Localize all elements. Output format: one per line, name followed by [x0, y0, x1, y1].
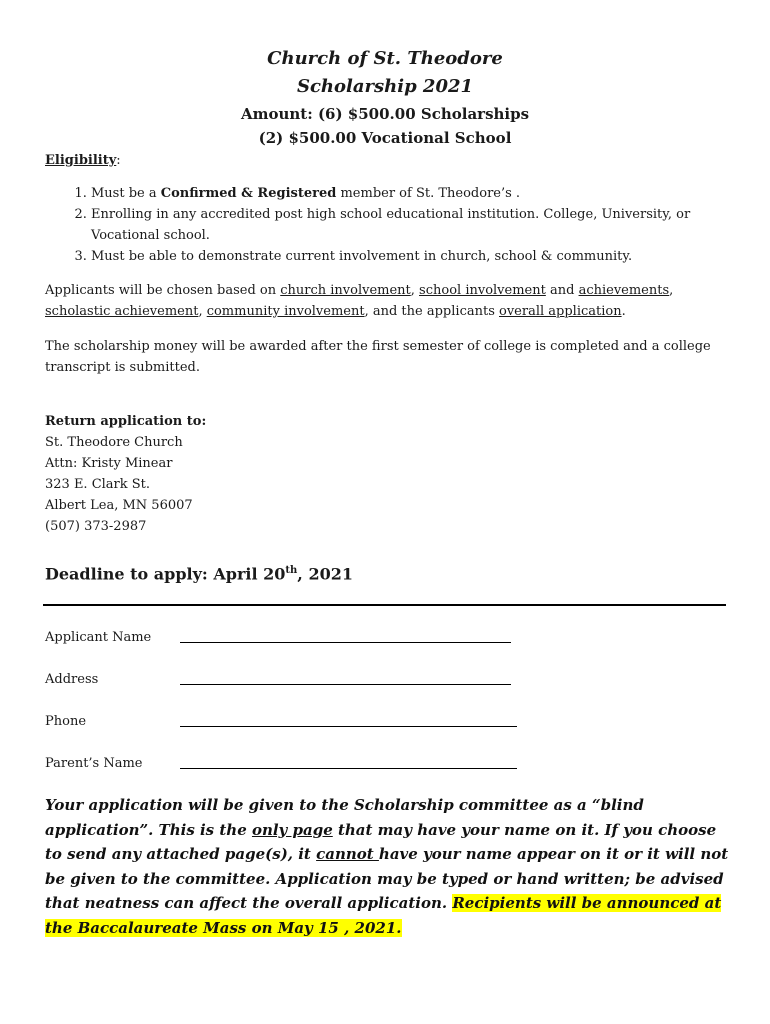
- document-subtitle: Scholarship 2021: [296, 76, 474, 97]
- address-line: St. Theodore Church: [45, 435, 183, 450]
- parent-name-label: Parent’s Name: [45, 756, 143, 771]
- item-emphasis: Confirmed & Registered: [160, 186, 337, 201]
- phone-number: (507) 373-2987: [45, 519, 147, 534]
- vocational-amount: (2) $500.00 Vocational School: [258, 129, 512, 147]
- notice-emphasis: cannot: [316, 845, 379, 864]
- item-text: Must be a: [91, 186, 161, 201]
- criterion: scholastic achievement: [45, 304, 199, 319]
- address-line: Albert Lea, MN 56007: [45, 498, 193, 513]
- deadline-year: , 2021: [297, 564, 353, 584]
- eligibility-label: Eligibility: [45, 153, 117, 168]
- criterion: school involvement: [419, 283, 546, 298]
- award-note-paragraph: The scholarship money will be awarded after the first semester of college is completed and a college transcript is submitted.: [45, 339, 711, 375]
- text: Applicants will be chosen based on: [45, 283, 281, 298]
- notice-text: that may have your name on it. If you choose to send any attached page(s), it: [45, 820, 717, 864]
- address-line: Attn: Kristy Minear: [45, 456, 173, 471]
- notice-emphasis: only page: [251, 820, 333, 839]
- deadline-text: Deadline to apply: April 20: [45, 564, 286, 584]
- text: ,: [198, 304, 207, 319]
- eligibility-list: [45, 183, 741, 267]
- eligibility-item: 2. Enrolling in any accredited post high school educational institution. College, University, or Vocational school.: [91, 204, 741, 246]
- return-heading: Return application to:: [45, 414, 207, 429]
- selection-criteria-paragraph: [45, 280, 735, 322]
- criterion: overall application: [499, 304, 622, 319]
- scholarship-amount: Amount: (6) $500.00 Scholarships: [240, 105, 530, 123]
- text: ,: [410, 283, 420, 298]
- criterion: community involvement: [206, 304, 365, 319]
- eligibility-heading: [45, 150, 121, 171]
- return-address: [45, 432, 193, 537]
- document-title: Church of St. Theodore: [267, 48, 503, 69]
- blind-application-notice: [45, 793, 735, 941]
- applicant-name-field[interactable]: [180, 642, 511, 643]
- applicant-name-label: Applicant Name: [45, 630, 152, 645]
- address-line: 323 E. Clark St.: [45, 477, 151, 492]
- phone-field[interactable]: [180, 726, 517, 727]
- section-divider: [43, 604, 726, 606]
- eligibility-item: [91, 183, 741, 204]
- text: ,: [669, 283, 674, 298]
- text: , and the applicants: [364, 304, 499, 319]
- deadline: [45, 558, 353, 587]
- eligibility-colon: :: [116, 153, 121, 168]
- text: and: [545, 283, 579, 298]
- text: .: [621, 304, 626, 319]
- phone-label: Phone: [45, 714, 87, 729]
- criterion: church involvement: [280, 283, 411, 298]
- eligibility-item: 3. Must be able to demonstrate current involvement in church, school & community.: [91, 246, 741, 267]
- notice-text: Your application will be given to the Scholarship committee as a “blind application”. This is the: [45, 796, 644, 839]
- address-field[interactable]: [180, 684, 511, 685]
- notice-text: have your name appear on it or it will not be given to the committee. Application may be typed or hand written; be advised that neatness can affect the overall application.: [45, 845, 729, 913]
- parent-name-field[interactable]: [180, 768, 517, 769]
- announcement-highlight: Recipients will be announced at the Baccalaureate Mass on May 15 , 2021.: [45, 894, 722, 937]
- criterion: achievements: [578, 283, 670, 298]
- address-label: Address: [45, 672, 99, 687]
- deadline-ordinal: th: [285, 565, 298, 576]
- item-text: member of St. Theodore’s .: [336, 186, 521, 201]
